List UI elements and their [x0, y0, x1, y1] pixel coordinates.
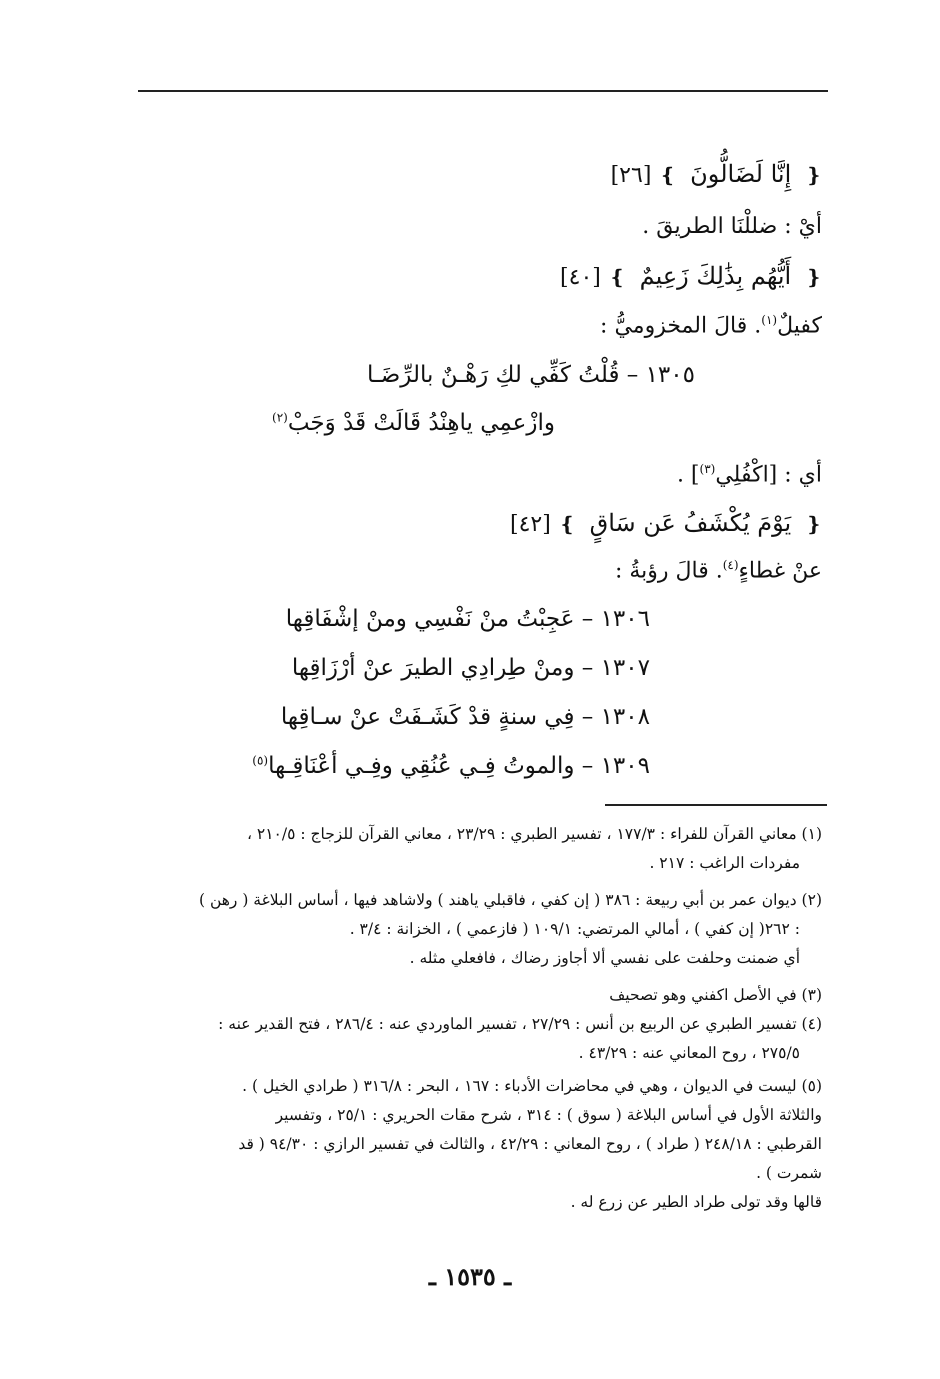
ornate-bracket-open-icon: ❴: [805, 512, 822, 536]
ayah-ref: [٤٠]: [560, 265, 601, 290]
verse-text: وازْعمِي ياهِنْدُ قَالَتْ قَدْ وَجَبْ: [287, 410, 555, 436]
footnote-line: ٢٧٥/٥ ، روح المعاني عنه : ٤٣/٢٩ .: [578, 1044, 800, 1062]
ayah-line: [510, 509, 822, 537]
ornate-bracket-close-icon: ❵: [659, 163, 677, 187]
footnote-line: (٤) تفسير الطبري عن الربيع بن أنس : ٢٧/٢٩ ، تفسير الماوردي عنه : ٢٨٦/٤ ، فتح القدير عنه :: [218, 1015, 822, 1033]
ayah-line: [611, 160, 822, 188]
gloss-text: عنْ غطاءٍ: [738, 558, 822, 584]
footnote-2: [117, 886, 822, 973]
footnote-1: [117, 820, 822, 878]
footnote-rule: [605, 804, 827, 806]
gloss-line: [600, 313, 822, 338]
ornate-bracket-open-icon: ❴: [805, 265, 822, 289]
ayah-text: إِنَّا لَضَالُّونَ: [690, 160, 792, 188]
footnote-line: : ٢٦٢( إن كفي ) ، أمالي المرتضي: ١٠٩/١ ( فازعمي ) ، الخزانة : ٣/٤ .: [349, 920, 800, 938]
verse-line: ١٣٠٦ – عَجِبْتُ منْ نَفْسِي ومنْ إشْفَاقِها: [285, 606, 650, 632]
footnote-line: مفردات الراغب : ٢١٧ .: [649, 854, 800, 872]
footnote-marker: (١): [761, 313, 778, 327]
page-number: ـ ١٥٣٥ ـ: [428, 1262, 512, 1291]
ayah-text: يَوْمَ يُكْشَفُ عَن سَاقٍ: [589, 509, 792, 537]
footnote-3: [117, 981, 822, 1010]
footnote-line: والثلاثة الأول في أساس البلاغة ( سوق ) : ٣١٤ ، شرح مقات الحريري : ٢٥/١ ، وتفسير: [275, 1106, 822, 1124]
footnote-5: [117, 1072, 822, 1217]
gloss-text: أي : [اكْفُلِي: [715, 462, 822, 488]
footnote-4: [117, 1010, 822, 1068]
ornate-bracket-open-icon: ❴: [805, 163, 822, 187]
footnote-marker: (٥): [252, 753, 269, 768]
ayah-line: [560, 262, 822, 290]
verse-line: [272, 410, 555, 436]
gloss-text: كفيلٌ: [777, 313, 822, 339]
gloss-text-after: ] .: [676, 462, 700, 488]
ayah-text: أَيُّهُم بِذَٰلِكَ زَعِيمٌ: [639, 262, 792, 290]
verse-line: ١٣٠٨ – فِي سنةٍ قدْ كَشَـفَتْ عنْ سـاقِها: [280, 704, 650, 730]
ayah-ref: [٤٢]: [509, 512, 551, 537]
footnote-line: القرطبي : ٢٤٨/١٨ ( طراد ) ، روح المعاني : ٤٢/٢٩ ، والثالث في تفسير الرازي : ٩٤/٣٠ ( قد: [238, 1135, 822, 1153]
footnote-marker: (٣): [699, 462, 716, 476]
footnote-marker: (٢): [272, 410, 288, 425]
footnote-line: (٣) في الأصل اكفني وهو تصحيف: [609, 986, 822, 1004]
footnote-marker: (٤): [722, 558, 739, 572]
verse-line: ١٣٠٧ – ومنْ طِرادِي الطيرَ عنْ أرْزَاقِها: [291, 655, 650, 681]
gloss-line: [615, 558, 822, 583]
footnote-line: (٢) ديوان عمر بن أبي ربيعة : ٣٨٦ ( إن كفي ، فاقبلي ياهند ) ولاشاهد فيها ، أساس البلاغة ( رهن ): [198, 891, 822, 909]
gloss-line: أيْ : ضللْنَا الطريقَ .: [642, 214, 822, 239]
ornate-bracket-close-icon: ❵: [558, 512, 576, 536]
footnote-line: (٥) ليست في الديوان ، وهي في محاضرات الأدباء : ١٦٧ ، البحر : ٣١٦/٨ ( طرادي الخيل ) .: [242, 1077, 822, 1095]
verse-line: ١٣٠٥ – قُلْتُ كَفِّي لكِ رَهْـنٌ بالرِّضَـا: [367, 362, 695, 388]
footnote-line: شمرت ) .: [756, 1164, 822, 1182]
footnote-line: أي ضمنت وحلفت على نفسي ألا أجاوز رضاك ، فافعلي مثله .: [409, 949, 800, 967]
gloss-line: [677, 462, 822, 487]
footnote-line: قالها وقد تولى طراد الطير عن زرع له .: [570, 1193, 822, 1211]
verse-line: [252, 753, 650, 779]
ayah-ref: [٢٦]: [610, 163, 652, 188]
ornate-bracket-close-icon: ❵: [608, 265, 626, 289]
gloss-text-after: . قالَ رؤبةُ :: [614, 558, 723, 584]
gloss-text-after: . قالَ المخزوميُّ :: [600, 313, 762, 339]
footnote-line: (١) معاني القرآن للفراء : ١٧٧/٣ ، تفسير الطبري : ٢٣/٢٩ ، معاني القرآن للزجاج : ٢١٠/٥ ،: [246, 825, 822, 843]
verse-text: ١٣٠٩ – والموتُ فِـي عُنُقِي وفِـي أعْنَاقِـها: [268, 753, 650, 779]
header-rule: [138, 90, 828, 92]
